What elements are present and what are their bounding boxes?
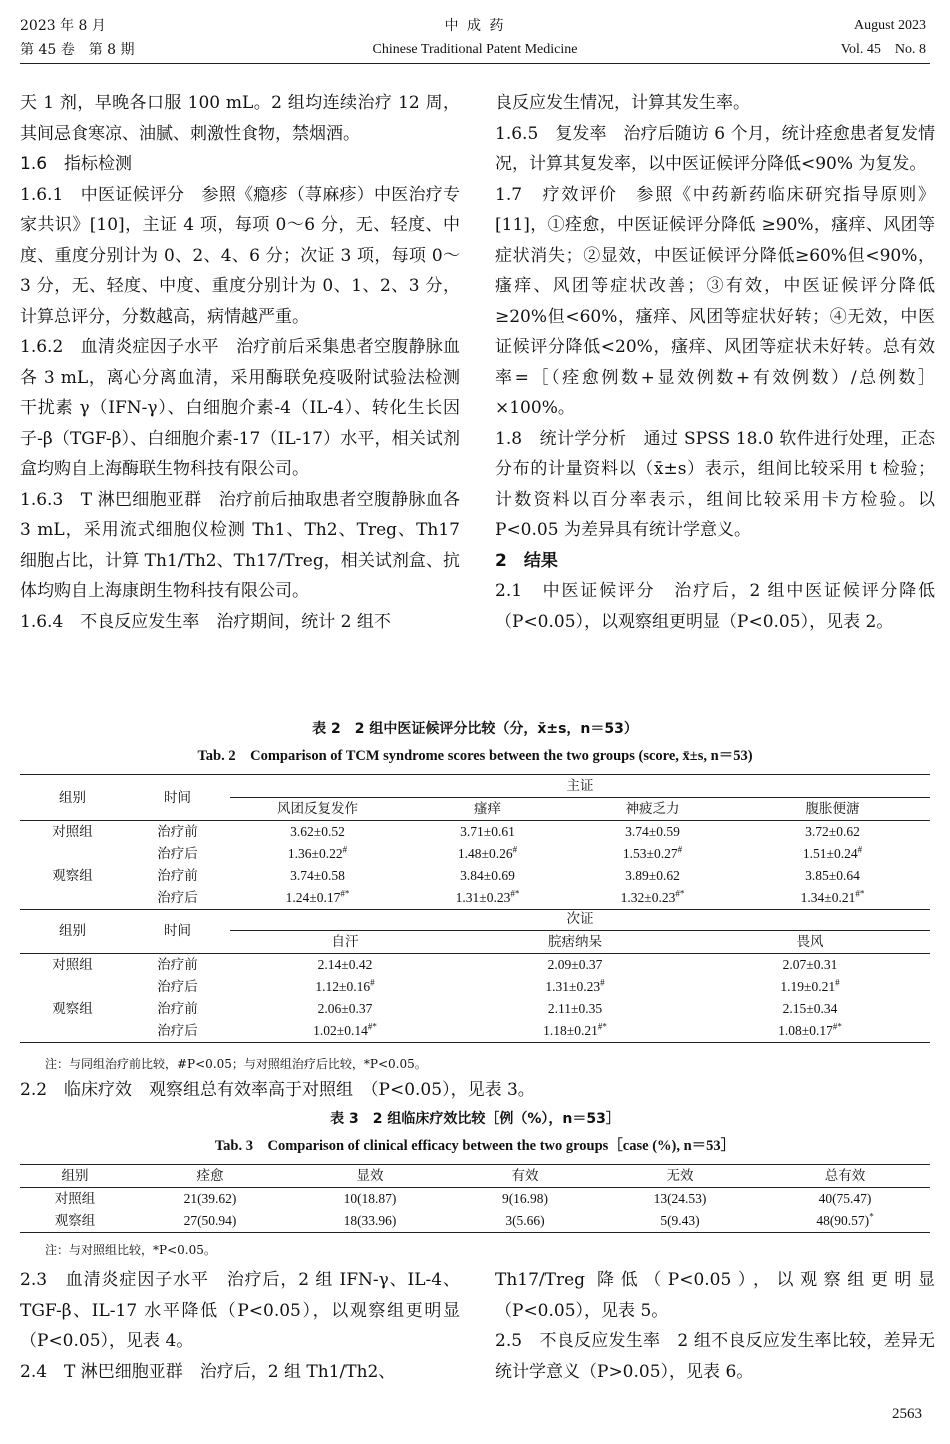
section-heading: 1.6 指标检测 bbox=[20, 154, 133, 174]
cell-value: 1.24±0.17#* bbox=[285, 888, 350, 905]
cell-value: 5(9.43) bbox=[660, 1213, 700, 1228]
cell-value: 21(39.62) bbox=[183, 1191, 237, 1206]
cell-value: 13(24.53) bbox=[653, 1191, 707, 1206]
cell-value: 1.34±0.21#* bbox=[800, 888, 865, 905]
cell-value: 9(16.98) bbox=[501, 1191, 549, 1206]
cell-value: 3.72±0.62 bbox=[805, 824, 860, 839]
cell-value: 3.89±0.62 bbox=[625, 868, 680, 883]
cell-value: 40(75.47) bbox=[818, 1191, 872, 1206]
cell-group bbox=[20, 887, 125, 910]
cell-value: 27(50.94) bbox=[183, 1213, 237, 1228]
paragraph: 1.6.2 血清炎症因子水平 治疗前后采集患者空腹静脉血各 3 mL，离心分离血清，采用酶联免疫吸附试验法检测干扰素 γ（IFN-γ）、白细胞介素-4（IL-4）、转化生长因子-β（TGF-β）、白细胞介素-17（IL-17）水平，相关试剂盒均购自上海酶联生物科技有限公司。 bbox=[20, 337, 460, 479]
col-header: 瘙痒 bbox=[474, 801, 501, 816]
cell-time: 治疗前 bbox=[157, 957, 198, 972]
col-header: 自汗 bbox=[331, 934, 359, 949]
cell-value: 3.74±0.58 bbox=[290, 868, 345, 883]
col-header: 无效 bbox=[666, 1168, 694, 1183]
cell-value: 2.11±0.35 bbox=[547, 1001, 603, 1016]
table-row bbox=[20, 887, 930, 910]
table-row bbox=[20, 1020, 930, 1043]
col-header-time: 时间 bbox=[125, 775, 230, 821]
section-heading: 2 结果 bbox=[495, 550, 558, 571]
table-row bbox=[20, 1188, 930, 1211]
cell-value: 3.85±0.64 bbox=[805, 868, 860, 883]
cell-value: 2.06±0.37 bbox=[317, 1001, 373, 1016]
table-row bbox=[20, 976, 930, 998]
paragraph: 天 1 剂，早晚各口服 100 mL。2 组均连续治疗 12 周，其间忌食寒凉、油腻、刺激性食物，禁烟酒。 bbox=[20, 93, 460, 144]
secondary-syndrome-header: 次证 bbox=[230, 908, 930, 931]
table2-caption-en: Tab. 2 Comparison of TCM syndrome scores between the two groups (score, x̄±s, n＝53) bbox=[197, 748, 753, 764]
cell-time: 治疗前 bbox=[157, 868, 198, 883]
cell-value: 1.08±0.17#* bbox=[778, 1021, 842, 1038]
right-column bbox=[495, 88, 935, 637]
cell-value: 1.51±0.24# bbox=[802, 844, 863, 861]
cell-group bbox=[20, 1020, 125, 1043]
cell-time: 治疗前 bbox=[157, 1001, 198, 1016]
table-row bbox=[20, 821, 930, 844]
paragraph: 1.6.4 不良反应发生率 治疗期间，统计 2 组不 bbox=[20, 611, 391, 632]
cell-group: 对照组 bbox=[54, 1191, 96, 1206]
paragraph: 1.6.5 复发率 治疗后随访 6 个月，统计痊愈患者复发情况，计算其复发率，以中医证候评分降低<90% 为复发。 bbox=[495, 123, 935, 174]
col-header: 有效 bbox=[511, 1168, 539, 1183]
table-row bbox=[20, 843, 930, 865]
cell-value: 1.18±0.21#* bbox=[543, 1021, 607, 1038]
page-number: 2563 bbox=[892, 1406, 922, 1422]
cell-value: 3.62±0.52 bbox=[290, 824, 345, 839]
table-row bbox=[20, 954, 930, 977]
left-column bbox=[20, 88, 460, 637]
table-row bbox=[20, 998, 930, 1020]
cell-value: 1.02±0.14#* bbox=[313, 1021, 377, 1038]
cell-value: 10(18.87) bbox=[343, 1191, 397, 1206]
cell-group: 观察组 bbox=[52, 868, 93, 883]
col-header: 风团反复发作 bbox=[277, 801, 358, 816]
header-date-cn: 2023 年 8 月 bbox=[20, 18, 106, 34]
cell-group: 观察组 bbox=[52, 1001, 93, 1016]
cell-value: 1.53±0.27# bbox=[622, 844, 683, 861]
paragraph: 1.8 统计学分析 通过 SPSS 18.0 软件进行处理，正态分布的计量资料以（x̄±s）表示，组间比较采用 t 检验；计数资料以百分率表示，组间比较采用卡方检验。以 P<0.05 为差异具有统计学意义。 bbox=[495, 428, 935, 540]
table2-main bbox=[20, 774, 930, 910]
col-header-group: 组别 bbox=[20, 775, 125, 821]
paragraph: 1.7 疗效评价 参照《中药新药临床研究指导原则》[11]，①痊愈，中医证候评分降低 ≥90%，瘙痒、风团等症状消失；②显效，中医证候评分降低≥60%但<90%，瘙痒、风团等症状改善；③有效，中医证候评分降低≥20%但<60%，瘙痒、风团等症状好转；④无效，中医证候评分降低<20%，瘙痒、风团等症状未好转。总有效率=［（痊愈例数+显效例数+有效例数）/总例数］×100%。 bbox=[495, 184, 935, 418]
table2-caption-cn: 表 2 2 组中医证候评分比较（分，x̄±s，n＝53） bbox=[312, 721, 638, 737]
cell-value: 18(33.96) bbox=[343, 1213, 397, 1228]
table2-secondary bbox=[20, 908, 930, 1043]
paragraph: Th17/Treg 降低（P<0.05），以观察组更明显（P<0.05），见表 5。 bbox=[495, 1270, 935, 1321]
cell-value: 1.31±0.23# bbox=[545, 977, 605, 994]
col-header: 组别 bbox=[61, 1168, 89, 1183]
table3-note: 注：与对照组比较，*P<0.05。 bbox=[45, 1243, 216, 1257]
paragraph: 2.3 血清炎症因子水平 治疗后，2 组 IFN-γ、IL-4、TGF-β、IL-17 水平降低（P<0.05），以观察组更明显（P<0.05），见表 4。 bbox=[20, 1270, 460, 1351]
table3-caption-en: Tab. 3 Comparison of clinical efficacy between the two groups［case (%), n＝53］ bbox=[214, 1138, 736, 1154]
paragraph: 2.1 中医证候评分 治疗后，2 组中医证候评分降低（P<0.05），以观察组更明显（P<0.05），见表 2。 bbox=[495, 581, 935, 632]
cell-time: 治疗后 bbox=[157, 846, 198, 861]
header-journal-en: Chinese Traditional Patent Medicine bbox=[372, 42, 578, 57]
cell-value: 2.09±0.37 bbox=[547, 957, 603, 972]
left-column-bottom bbox=[20, 1265, 460, 1387]
col-header: 腹胀便溏 bbox=[805, 801, 860, 816]
cell-value: 1.12±0.16# bbox=[315, 977, 375, 994]
table-row bbox=[20, 865, 930, 887]
header-rule bbox=[20, 63, 930, 64]
col-header: 显效 bbox=[356, 1168, 384, 1183]
cell-group: 对照组 bbox=[52, 824, 93, 839]
table3-caption-cn: 表 3 2 组临床疗效比较［例（%），n＝53］ bbox=[330, 1111, 620, 1127]
header-journal-cn: 中 成 药 bbox=[444, 18, 506, 34]
paragraph: 2.5 不良反应发生率 2 组不良反应发生率比较，差异无统计学意义（P>0.05），见表 6。 bbox=[495, 1331, 935, 1382]
table2-note: 注：与同组治疗前比较，#P<0.05；与对照组治疗后比较，*P<0.05。 bbox=[45, 1057, 427, 1071]
col-header-time: 时间 bbox=[125, 908, 230, 954]
paragraph: 1.6.1 中医证候评分 参照《瘾疹（荨麻疹）中医治疗专家共识》[10]，主证 4 项，每项 0～6 分，无、轻度、中度、重度分别计为 0、2、4、6 分；次证 3 项，每项 0～3 分，无、轻度、中度、重度分别计为 0、1、2、3 分，计算总评分，分数越高，病情越严重。 bbox=[20, 184, 460, 327]
cell-time: 治疗后 bbox=[157, 979, 198, 994]
table3 bbox=[20, 1164, 930, 1233]
cell-value: 3.84±0.69 bbox=[460, 868, 515, 883]
col-header: 痊愈 bbox=[196, 1168, 224, 1183]
cell-group bbox=[20, 976, 125, 998]
header-volume-en: Vol. 45 No. 8 bbox=[840, 42, 926, 57]
cell-value: 1.48±0.26# bbox=[457, 844, 518, 861]
cell-time: 治疗后 bbox=[157, 890, 198, 905]
cell-value: 1.32±0.23#* bbox=[620, 888, 685, 905]
col-header: 神疲乏力 bbox=[625, 801, 680, 816]
cell-value: 3.71±0.61 bbox=[460, 824, 515, 839]
col-header: 脘痞纳呆 bbox=[548, 934, 602, 949]
cell-value: 3(5.66) bbox=[505, 1213, 545, 1228]
cell-value: 1.31±0.23#* bbox=[455, 888, 520, 905]
cell-value: 1.19±0.21# bbox=[780, 977, 840, 994]
paragraph: 1.6.3 T 淋巴细胞亚群 治疗前后抽取患者空腹静脉血各 3 mL，采用流式细胞仪检测 Th1、Th2、Treg、Th17 细胞占比，计算 Th1/Th2、Th17/Treg，相关试剂盒、抗体均购自上海康朗生物科技有限公司。 bbox=[20, 489, 460, 601]
cell-group bbox=[20, 843, 125, 865]
main-syndrome-header: 主证 bbox=[230, 775, 930, 798]
paragraph: 2.4 T 淋巴细胞亚群 治疗后，2 组 Th1/Th2、 bbox=[20, 1361, 396, 1382]
header-volume-cn: 第 45 卷 第 8 期 bbox=[20, 42, 135, 58]
cell-value: 2.14±0.42 bbox=[317, 957, 373, 972]
right-column-bottom bbox=[495, 1265, 935, 1387]
cell-value: 2.15±0.34 bbox=[782, 1001, 838, 1016]
cell-group: 对照组 bbox=[52, 957, 93, 972]
cell-value: 48(90.57)* bbox=[816, 1211, 874, 1228]
col-header-group: 组别 bbox=[20, 908, 125, 954]
table-row bbox=[20, 1210, 930, 1233]
cell-value: 1.36±0.22# bbox=[287, 844, 348, 861]
cell-time: 治疗前 bbox=[157, 824, 198, 839]
cell-group: 观察组 bbox=[54, 1213, 96, 1228]
col-header: 畏风 bbox=[796, 934, 824, 949]
header-date-en: August 2023 bbox=[854, 18, 926, 33]
cell-value: 3.74±0.59 bbox=[625, 824, 680, 839]
col-header: 总有效 bbox=[824, 1168, 866, 1183]
cell-time: 治疗后 bbox=[157, 1023, 198, 1038]
cell-value: 2.07±0.31 bbox=[782, 957, 838, 972]
paragraph: 良反应发生情况，计算其发生率。 bbox=[495, 93, 750, 113]
section-2-2: 2.2 临床疗效 观察组总有效率高于对照组 （P<0.05），见表 3。 bbox=[20, 1080, 535, 1100]
